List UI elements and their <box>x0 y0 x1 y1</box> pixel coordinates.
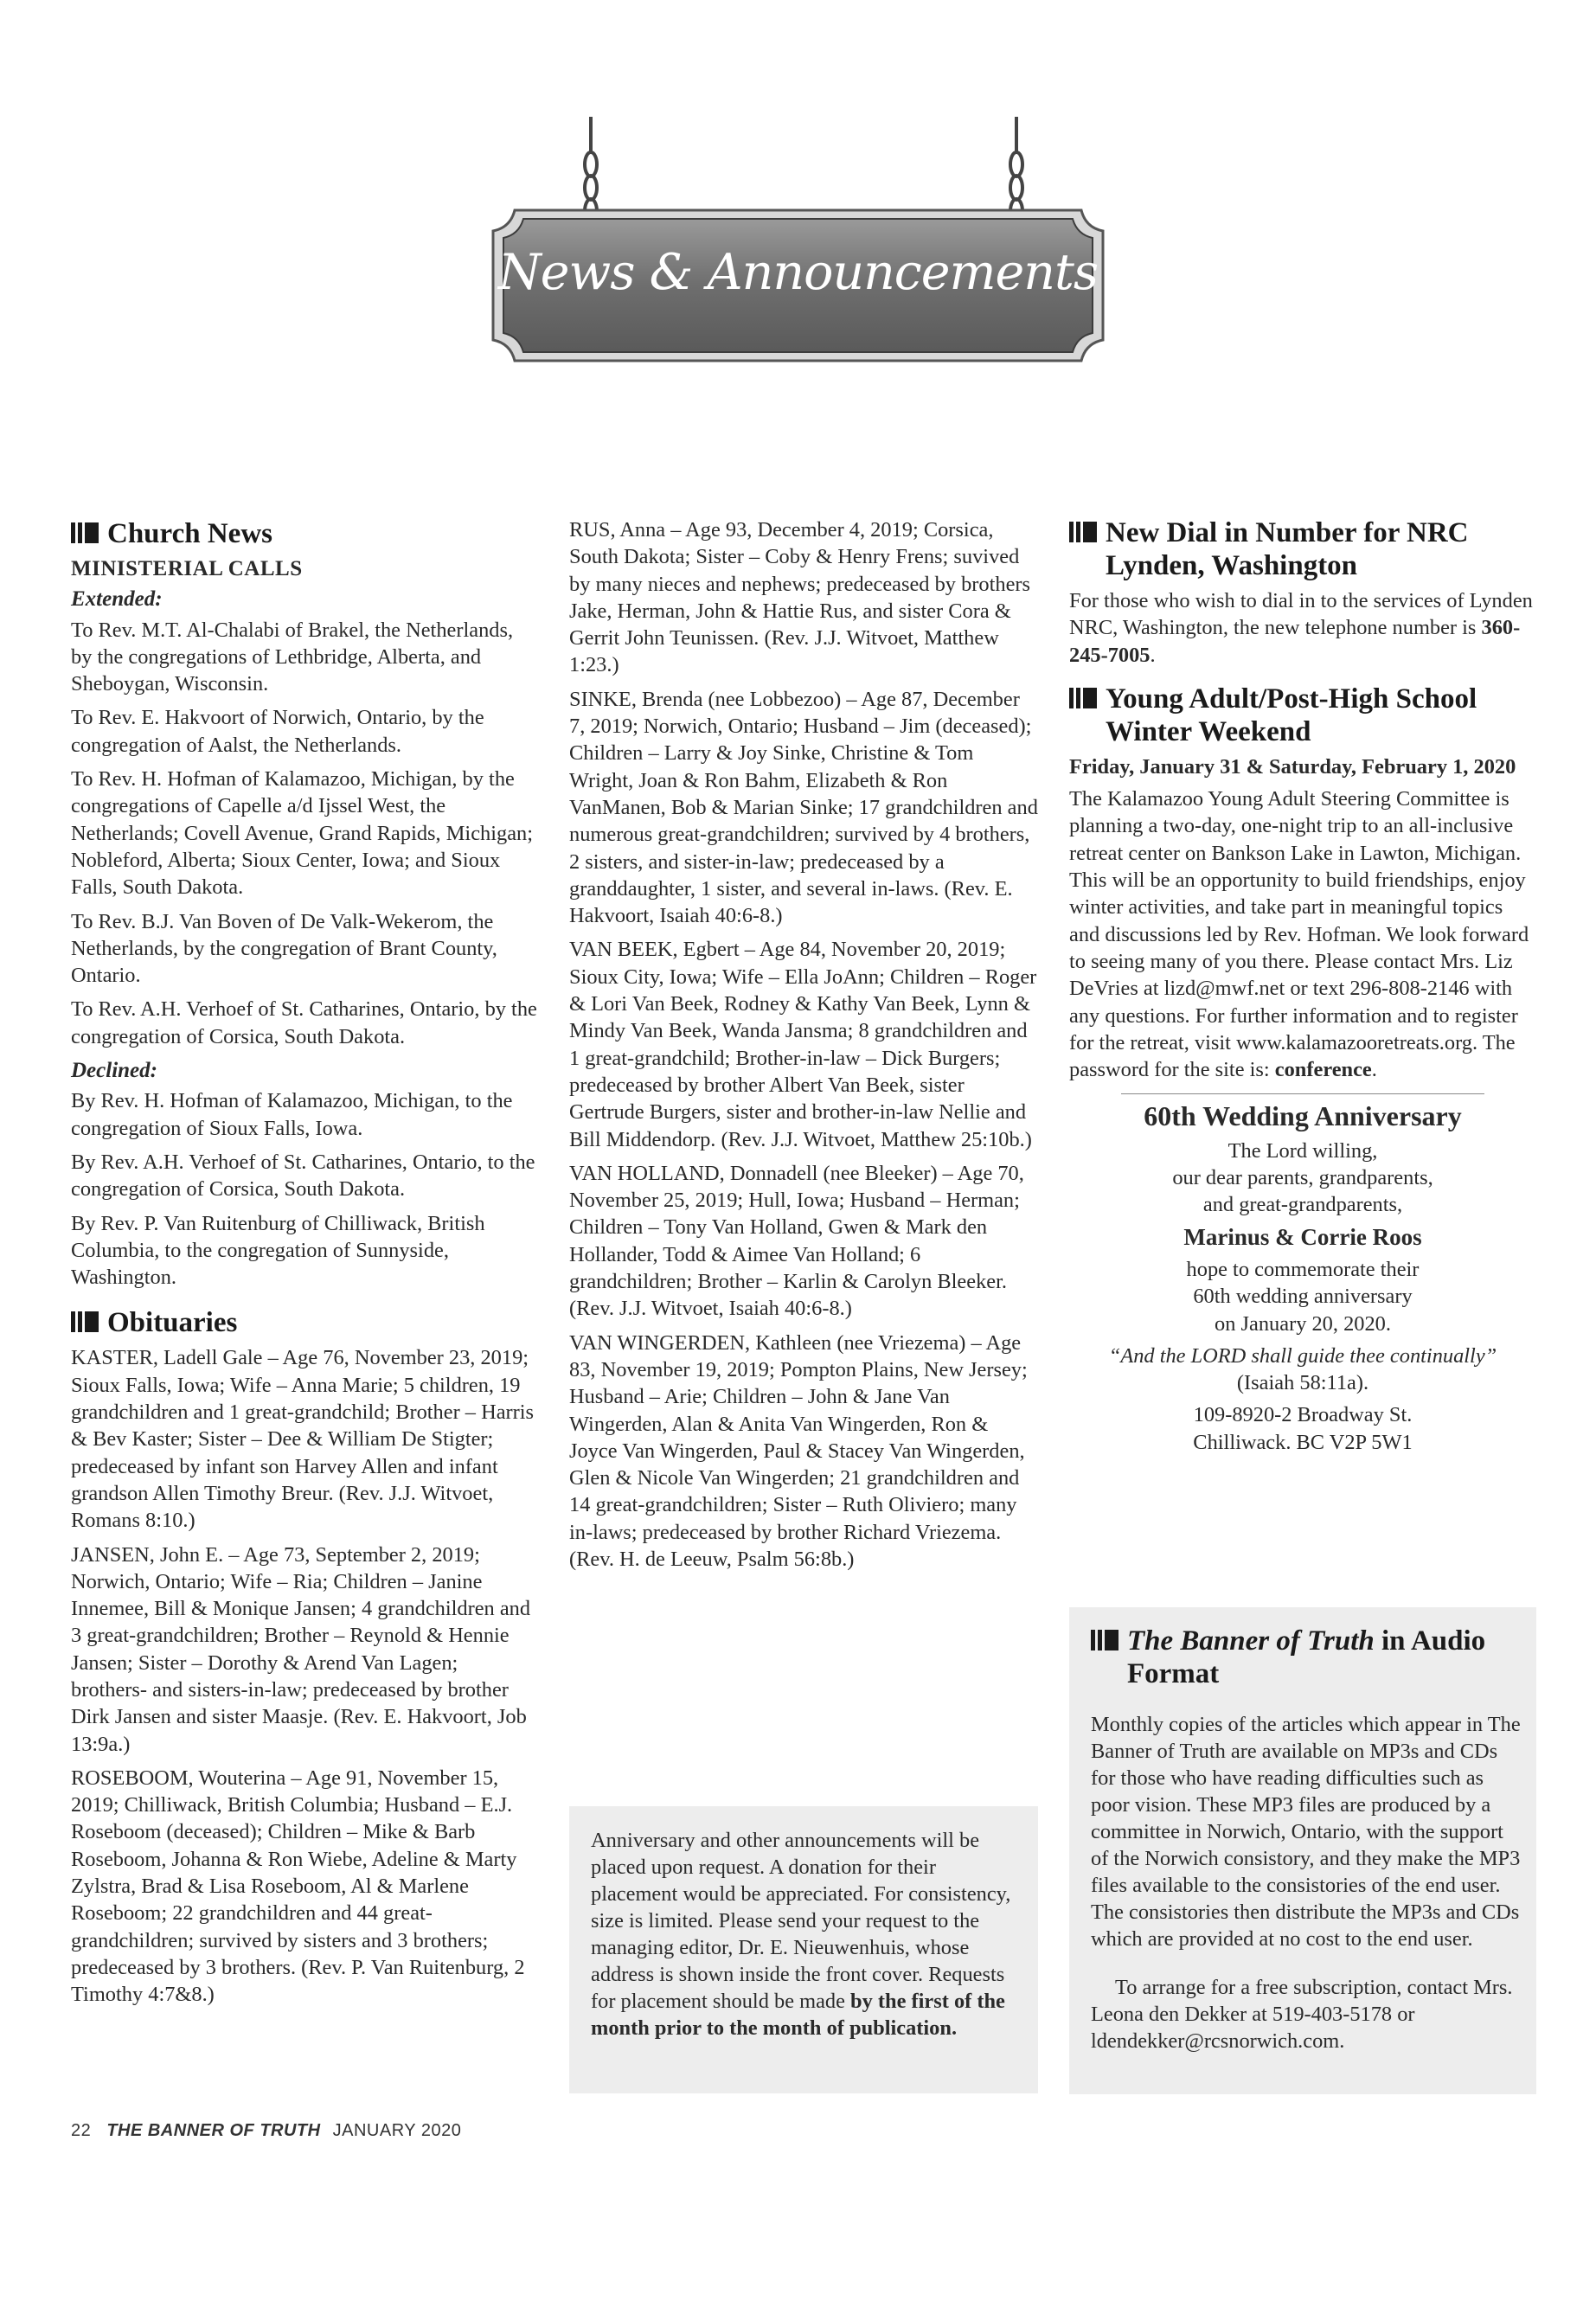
winter-weekend-text: The Kalamazoo Young Adult Steering Committee is planning a two-day, one-night trip to an all-inclusive retreat center on Bankson Lake in Lawton, Michigan. This will be an opportunity to build friendships, enjoy winter activities, and take part in meaningful topics and discussions led by Rev. Hofman. We look forward to seeing many of you there. Please contact Mrs. Liz DeVries at lizd@mwf.net or text 296-808-2146 with any questions. For further information and to register for the retreat, visit www.kalamazooretreats.org. The password for the site is: conference. <box>1069 787 1529 1082</box>
page-footer <box>71 2121 461 2141</box>
obituary-entry: JANSEN, John E. – Age 73, September 2, 2019; Norwich, Ontario; Wife – Ria; Children – Janine Innemee, Bill & Monique Jansen; 4 grandchildren and 3 great-grandchildren; Brother – Reynold & Hennie Jansen; Sister – Dorothy & Arend Van Lagen; brothers- and sisters-in-law; predeceased by brother Dirk Jansen and sister Maasje. (Rev. E. Hakvoort, Job 13:9a.) <box>71 1542 531 1756</box>
anniversary-address: 109-8920-2 Broadway St. <box>1193 1403 1413 1427</box>
anniversary-heading: 60th Wedding Anniversary <box>1144 1100 1462 1132</box>
call-extended: To Rev. A.H. Verhoef of St. Catharines, Ontario, by the congregation of Corsica, South Dakota. <box>71 997 537 1048</box>
declined-label: Declined: <box>71 1059 157 1083</box>
anniversary-line: 60th wedding anniversary <box>1193 1285 1413 1309</box>
section-bars-icon <box>1069 522 1099 542</box>
call-declined: By Rev. A.H. Verhoef of St. Catharines, Ontario, to the congregation of Corsica, South Dakota. <box>71 1150 535 1202</box>
section-bars-icon <box>1069 688 1099 708</box>
call-extended: To Rev. H. Hofman of Kalamazoo, Michigan, by the congregations of Capelle a/d Ijssel West, the Netherlands; Covell Avenue, Grand Rapids, Michigan; Nobleford, Alberta; Sioux Center, Iowa; and Sioux Falls, South Dakota. <box>71 767 533 900</box>
page-title: News & Announcements <box>497 244 1099 301</box>
obituary-entry: SINKE, Brenda (nee Lobbezoo) – Age 87, December 7, 2019; Norwich, Ontario; Husband – Jim (deceased); Children – Larry & Joy Sinke, Christine & Tom Wright, Joan & Ron Bahm, Elizabeth & Ron VanManen, Bob & Marian Sinke; 17 grandchildren and numerous great-grandchildren; survived by 4 brothers, 2 sisters, and sister-in-law; predeceased by a granddaughter, 1 sister, and several in-laws. (Rev. E. Hakvoort, Isaiah 40:6-8.) <box>569 687 1038 928</box>
audio-format-heading: The Banner of Truth in Audio Format <box>1091 1625 1523 1690</box>
anniversary-names: Marinus & Corrie Roos <box>1183 1223 1422 1250</box>
call-declined: By Rev. P. Van Ruitenburg of Chilliwack, British Columbia, to the congregation of Sunnyside, Washington. <box>71 1211 485 1290</box>
obituary-entry: ROSEBOOM, Wouterina – Age 91, November 15, 2019; Chilliwack, British Columbia; Husband – E.J. Roseboom (deceased); Children – Mike & Barb Roseboom, Johanna & Ron Wiebe, Adeline & Marty Zylstra, Brad & Lisa Roseboom, Al & Marlene Roseboom; 22 grandchildren and 44 great-grandchildren; survived by sisters and 3 brothers; predeceased by 3 brothers. (Rev. P. Van Ruitenburg, 2 Timothy 4:7&8.) <box>71 1766 525 2007</box>
winter-weekend-heading: Young Adult/Post-High School Winter Weekend <box>1069 683 1536 748</box>
audio-format-content <box>1091 1625 1523 2075</box>
obituary-entry: RUS, Anna – Age 93, December 4, 2019; Corsica, South Dakota; Sister – Coby & Henry Frens; suvived by many nieces and nephews; predeceased by brothers Jake, Herman, John & Hattie Rus, and sister Cora & Gerrit John Teunissen. (Rev. J.J. Witvoet, Matthew 1:23.) <box>569 518 1031 677</box>
obituary-entry: VAN WINGERDEN, Kathleen (nee Vriezema) – Age 83, November 19, 2019; Pompton Plains, New Jersey; Husband – Arie; Children – John & Jane Van Wingerden, Alan & Anita Van Wingerden, Ron & Joyce Van Wingerden, Paul & Stacey Van Wingerden, Glen & Nicole Van Wingerden; 21 grandchildren and 14 great-grandchildren; Sister – Ruth Oliviero; many in-laws; predeceased by brother Richard Vriezema. (Rev. H. de Leeuw, Psalm 56:8b.) <box>569 1330 1028 1571</box>
right-chain <box>1010 117 1022 223</box>
obituary-entry: VAN HOLLAND, Donnadell (nee Bleeker) – Age 70, November 25, 2019; Hull, Iowa; Husband – Herman; Children – Tony Van Holland, Gwen & Mark den Hollander, Todd & Aimee Van Holland; 6 grandchildren; Brother – Karlin & Carolyn Bleeker. (Rev. J.J. Witvoet, Isaiah 40:6-8.) <box>569 1161 1024 1321</box>
divider <box>1121 1093 1484 1094</box>
anniversary-line: our dear parents, grandparents, <box>1172 1166 1433 1190</box>
anniversary-line: The Lord willing, <box>1227 1138 1378 1163</box>
column-right <box>1069 516 1536 1456</box>
left-chain <box>585 117 597 223</box>
call-extended: To Rev. B.J. Van Boven of De Valk-Wekerom, the Netherlands, by the congregation of Brant County, Ontario. <box>71 909 497 988</box>
page-number: 22 <box>71 2121 92 2140</box>
obituary-entry: VAN BEEK, Egbert – Age 84, November 20, 2019; Sioux City, Iowa; Wife – Ella JoAnn; Children – Roger & Lori Van Beek, Rodney & Kathy Van Beek, Lynn & Mindy Van Beek, Wanda Jansma; 8 grandchildren and 1 great-grandchild; Brother-in-law – Dick Burgers; predeceased by brother Albert Van Beek, sister Gertrude Burgers, sister and brother-in-law Nellie and Bill Middendorp. (Rev. J.J. Witvoet, Matthew 25:10b.) <box>569 938 1037 1151</box>
section-bars-icon <box>1091 1630 1120 1650</box>
call-declined: By Rev. H. Hofman of Kalamazoo, Michigan, to the congregation of Sioux Falls, Iowa. <box>71 1089 513 1140</box>
anniversary-address: Chilliwack. BC V2P 5W1 <box>1193 1430 1413 1454</box>
anniversary-quote: “And the LORD shall guide thee continually” <box>1108 1343 1497 1368</box>
anniversary-ref: (Isaiah 58:11a). <box>1236 1371 1369 1395</box>
winter-weekend-dates: Friday, January 31 & Saturday, February 1, 2020 <box>1069 754 1516 779</box>
anniversary-line: and great-grandparents, <box>1202 1193 1403 1217</box>
extended-label: Extended: <box>71 587 163 612</box>
dial-in-text: For those who wish to dial in to the services of Lynden NRC, Washington, the new telephone number is 360-245-7005. <box>1069 589 1533 667</box>
ministerial-calls-label: MINISTERIAL CALLS <box>71 557 303 580</box>
audio-format-text: Monthly copies of the articles which appear in The Banner of Truth are available on MP3s and CDs for those who have reading difficulties such as poor vision. These MP3 files are produced by a committee in Norwich, Ontario, with the support of the Norwich consistory, and they make the MP3 files available to the consistories of the end user. The consistories then distribute the MP3s and CDs which are provided at no cost to the end user. <box>1091 1713 1521 1952</box>
dial-in-heading: New Dial in Number for NRC Lynden, Washington <box>1069 516 1536 582</box>
call-extended: To Rev. E. Hakvoort of Norwich, Ontario, by the congregation of Aalst, the Netherlands. <box>71 706 484 757</box>
publication-name: THE BANNER OF TRUTH <box>106 2121 321 2140</box>
notice-text: Anniversary and other announcements will be placed upon request. A donation for their placement would be appreciated. For consistency, size is limited. Please send your request to the managing editor, Dr. E. Nieuwenhuis, whose address is shown inside the front cover. Requests for placement should be made by the first of the month prior to the month of publication. <box>591 1829 1011 2040</box>
section-bars-icon <box>71 522 100 543</box>
obituaries-heading: Obituaries <box>71 1306 538 1339</box>
obituary-entry: KASTER, Ladell Gale – Age 76, November 23, 2019; Sioux Falls, Iowa; Wife – Anna Marie; 5 children, 19 grandchildren and 1 great-grandchild; Brother – Harris & Bev Kaster; Sister – Dee & William De Stigter; predeceased by infant son Harvey Allen and infant grandson Allen Timothy Breur. (Rev. J.J. Witvoet, Romans 8:10.) <box>71 1346 535 1533</box>
column-middle <box>569 516 1038 1580</box>
anniversary-line: on January 20, 2020. <box>1215 1311 1391 1336</box>
call-extended: To Rev. M.T. Al-Chalabi of Brakel, the Netherlands, by the congregations of Lethbridge, Alberta, and Sheboygan, Wisconsin. <box>71 618 514 696</box>
church-news-heading: Church News <box>71 517 538 550</box>
anniversary-line: hope to commemorate their <box>1186 1257 1420 1281</box>
section-bars-icon <box>71 1311 100 1332</box>
column-left <box>71 517 538 2016</box>
issue-date: JANUARY 2020 <box>332 2121 462 2140</box>
audio-format-contact: To arrange for a free subscription, contact Mrs. Leona den Dekker at 519-403-5178 or ldendekker@rcsnorwich.com. <box>1091 1975 1513 2053</box>
